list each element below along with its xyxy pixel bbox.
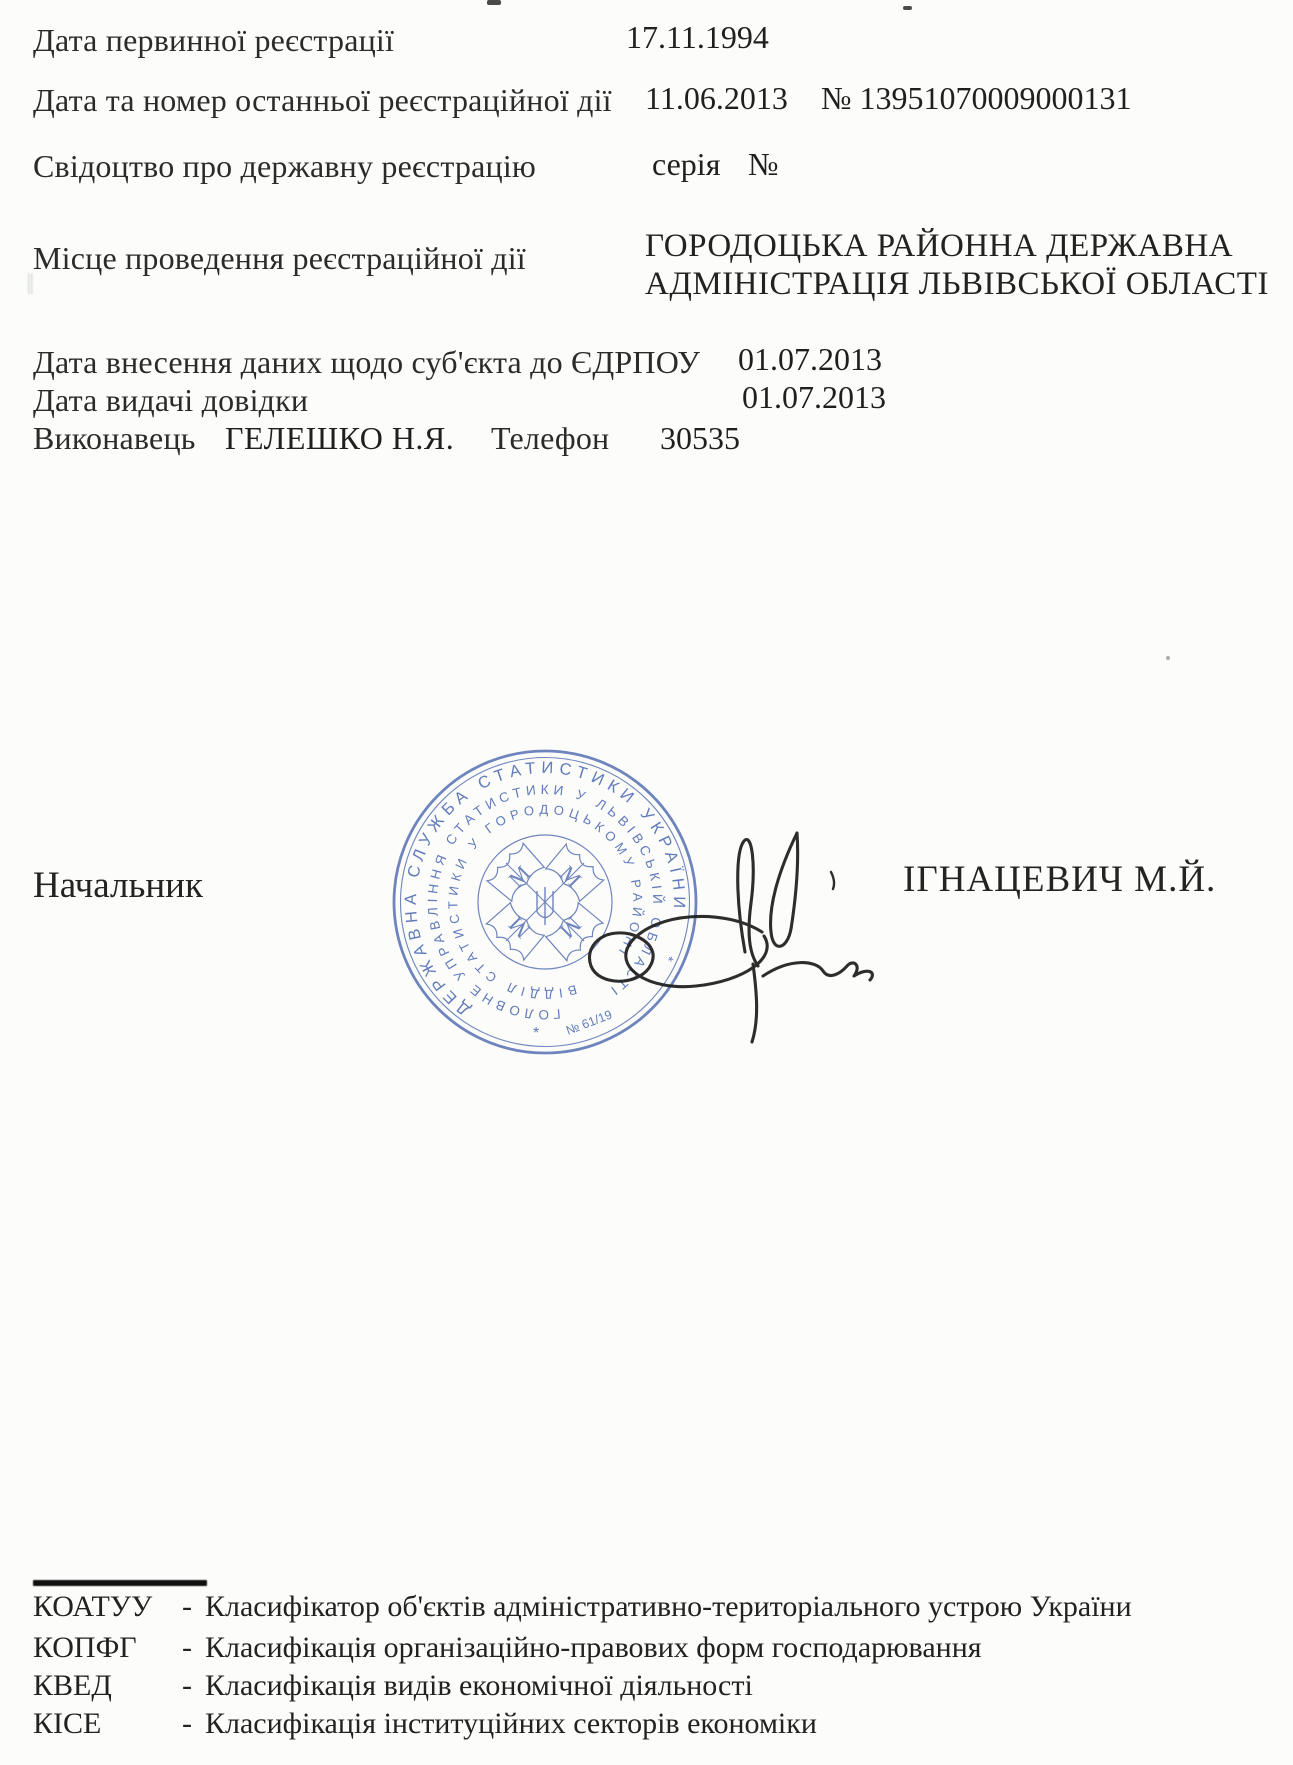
certificate-series-label: серія [652, 146, 721, 182]
stamp-emblem-letter: М [555, 912, 587, 944]
handwritten-signature [555, 690, 905, 1060]
footnote-text-kved: Класифікація видів економічної діяльності [205, 1669, 753, 1702]
field-value-certificate-issue-date: 01.07.2013 [742, 379, 886, 415]
footnote-text-kopfg: Класифікація організаційно-правових форм господарювання [205, 1631, 982, 1664]
stamp-inner-ring-text: ВІДДІЛ СТАТИСТИКИ У ГОРОДОЦЬКОМУ РАЙОНІ [445, 801, 646, 1002]
certificate-number-label: № [748, 146, 779, 182]
field-value-edrpou-data-entry-date: 01.07.2013 [738, 341, 882, 377]
signer-position-title: Начальник [33, 865, 203, 906]
stamp-outer-ring-text: ДЕРЖАВНА СЛУЖБА СТАТИСТИКИ УКРАЇНИ [401, 758, 689, 1019]
executor-label: Виконавець [33, 420, 196, 456]
registration-place-line2: АДМІНІСТРАЦІЯ ЛЬВІВСЬКОЇ ОБЛАСТІ [645, 266, 1269, 302]
footnote-divider-line [33, 1580, 207, 1586]
footnote-abbr-koatuu: КОАТУУ [33, 1590, 153, 1623]
field-label-certificate-issue-date: Дата видачі довідки [33, 382, 309, 418]
scan-speck [487, 0, 501, 5]
executor-phone-number: 30535 [660, 420, 740, 456]
footnote-dash: - [182, 1631, 192, 1664]
scan-speck [1166, 656, 1170, 660]
field-label-edrpou-data-entry-date: Дата внесення даних щодо суб'єкта до ЄДРПОУ [33, 344, 701, 380]
field-label-primary-registration-date: Дата первинної реєстрації [33, 22, 395, 58]
stamp-emblem-letter: М [503, 860, 535, 892]
scan-speck [903, 6, 912, 10]
field-value-last-registration-number: № 13951070009000131 [821, 80, 1132, 116]
scan-artifact-ghost-mark: ‖ [26, 268, 35, 301]
field-value-primary-registration-date: 17.11.1994 [626, 19, 769, 55]
executor-phone-label: Телефон [491, 420, 610, 456]
footnote-text-kise: Класифікація інституційних секторів економіки [205, 1707, 817, 1740]
field-label-last-registration-action: Дата та номер останньої реєстраційної дії [33, 82, 612, 118]
stamp-emblem-letter: М [555, 860, 587, 892]
signer-name: ІГНАЦЕВИЧ М.Й. [903, 859, 1217, 900]
stamp-registry-number: № 61/19 [564, 1007, 615, 1038]
footnote-text-koatuu: Класифікатор об'єктів адміністративно-територіального устрою України [205, 1590, 1132, 1623]
footnote-dash: - [182, 1707, 192, 1740]
stamp-emblem-letter: М [503, 912, 535, 944]
registration-place-line1: ГОРОДОЦЬКА РАЙОННА ДЕРЖАВНА [645, 228, 1234, 264]
footnote-abbr-kise: КІСЕ [33, 1707, 102, 1740]
field-value-last-registration-date: 11.06.2013 [645, 80, 788, 116]
field-label-state-registration-certificate: Свідоцтво про державну реєстрацію [33, 148, 537, 184]
footnote-abbr-kopfg: КОПФГ [33, 1631, 137, 1664]
stamp-trident-icon [537, 887, 553, 925]
stamp-star-separator: * [533, 1025, 540, 1042]
footnote-dash: - [182, 1669, 192, 1702]
stamp-star-separator: * [663, 952, 676, 970]
stamp-middle-ring-text: ГОЛОВНЕ УПРАВЛІННЯ СТАТИСТИКИ У ЛЬВІВСЬКІЙ ОБЛАСТІ [424, 781, 666, 1023]
footnote-abbr-kved: КВЕД [33, 1669, 112, 1702]
executor-name: ГЕЛЕШКО Н.Я. [225, 420, 455, 456]
field-label-registration-action-place: Місце проведення реєстраційної дії [33, 240, 526, 276]
footnote-dash: - [182, 1590, 192, 1623]
